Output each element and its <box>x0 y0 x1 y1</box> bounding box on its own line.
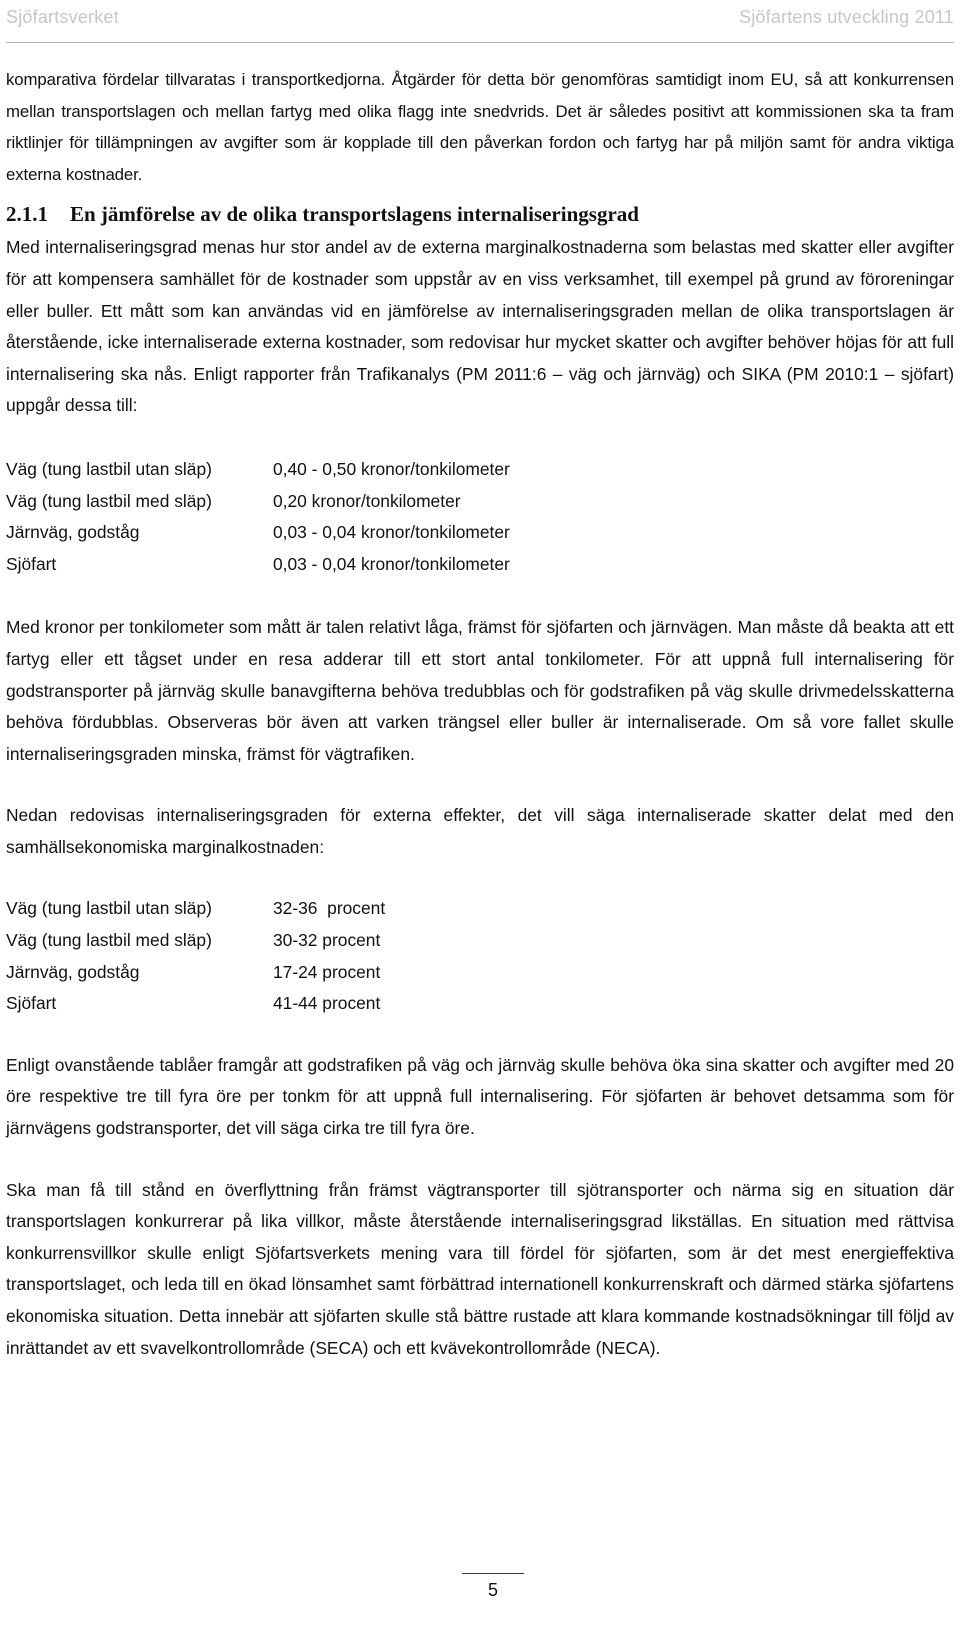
row-label: Väg (tung lastbil utan släp) <box>6 898 212 919</box>
page-header <box>6 2 954 32</box>
row-label: Järnväg, godståg <box>6 522 140 543</box>
header-report-title: Sjöfartens utveckling 2011 <box>739 6 954 27</box>
row-label: Sjöfart <box>6 553 57 574</box>
section-title: En jämförelse av de olika transportslagens internaliseringsgrad <box>70 202 639 227</box>
paragraph-conclusion: Enligt ovanstående tablåer framgår att godstrafiken på väg och järnväg skulle behöva öka sina skatter och avgifter med 20 öre respektive tre till fyra öre per tonkm för att uppnå full internalisering. För sjöfarten är behovet detsamma som för järnvägens godstransporter, det vill säga cirka tre till fyra öre. <box>6 1054 954 1139</box>
row-label: Väg (tung lastbil utan släp) <box>6 458 212 479</box>
paragraph-cost-analysis: Med kronor per tonkilometer som mått är talen relativt låga, främst för sjöfarten och järnvägen. Man måste då beakta att ett fartyg eller ett tågset under en resa adderar till ett stort antal tonkilometer. För att uppnå full internalisering för godstransporter på järnväg skulle banavgifterna behöva tredubblas och för godstrafiken på väg skulle drivmedelsskatterna behöva fördubblas. Observeras bör även att varken trängsel eller buller är internaliserade. Om så vore fallet skulle internaliseringsgraden minska, främst för vägtrafiken. <box>6 617 954 764</box>
cost-table <box>6 454 954 580</box>
table-row <box>6 486 954 518</box>
table-row <box>6 454 954 486</box>
table-row <box>6 957 954 989</box>
page-body <box>6 64 954 1364</box>
row-label: Väg (tung lastbil med släp) <box>6 490 212 511</box>
row-value: 32-36 procent <box>273 898 386 919</box>
section-number: 2.1.1 <box>6 202 48 227</box>
percent-table <box>6 893 954 1019</box>
footer-divider <box>462 1573 524 1574</box>
paragraph-internalization-intro: Nedan redovisas internaliseringsgraden för externa effekter, det vill säga internaliserade skatter delat med den samhällsekonomiska marginalkostnaden: <box>6 805 954 857</box>
table-row <box>6 893 954 925</box>
table-row <box>6 517 954 549</box>
row-value: 0,03 - 0,04 kronor/tonkilometer <box>273 553 510 574</box>
row-value: 30-32 procent <box>273 930 381 951</box>
row-label: Sjöfart <box>6 993 57 1014</box>
paragraph-internalization-definition: Med internaliseringsgrad menas hur stor andel av de externa marginalkostnaderna som belastas med skatter eller avgifter för att kompensera samhället för de kostnader som uppstår av en viss verksamhet, till exempel på grund av föroreningar eller buller. Ett mått som kan användas vid en jämförelse av internaliseringsgraden mellan de olika transportslagen är återstående, icke internaliserade externa kostnader, som redovisar hur mycket skatter och avgifter behöver höjas för att full internalisering ska nås. Enligt rapporter från Trafikanalys (PM 2011:6 – väg och järnväg) och SIKA (PM 2010:1 – sjöfart) uppgår dessa till: <box>6 237 954 416</box>
table-row <box>6 925 954 957</box>
row-value: 0,20 kronor/tonkilometer <box>273 490 461 511</box>
paragraph-competition: Ska man få till stånd en överflyttning från främst vägtransporter till sjötransporter och närma sig en situation där transportslagen konkurrerar på lika villkor, måste återstående internaliseringsgrad likställas. En situation med rättvisa konkurrensvillkor skulle enligt Sjöfartsverkets mening vara till fördel för sjöfarten, som är det mest energieffektiva transportslaget, och leda till en ökad lönsamhet samt förbättrad internationell konkurrenskraft och därmed stärka sjöfartens ekonomiska situation. Detta innebär att sjöfarten skulle stå bättre rustade att klara kommande kostnadsökningar till följd av inrättandet av ett svavelkontrollområde (SECA) och ett kvävekontrollområde (NECA). <box>6 1179 954 1358</box>
row-value: 17-24 procent <box>273 961 381 982</box>
section-heading <box>6 200 954 228</box>
row-value: 41-44 procent <box>273 993 381 1014</box>
intro-paragraph: komparativa fördelar tillvaratas i transportkedjorna. Åtgärder för detta bör genomföras samtidigt inom EU, så att konkurrensen mellan transportslagen och mellan fartyg med olika flagg inte snedvrids. Det är således positivt att kommissionen ska ta fram riktlinjer för tillämpningen av avgifter som är kopplade till den påverkan fordon och fartyg har på miljön samt för andra viktiga externa kostnader. <box>6 70 954 184</box>
table-row <box>6 988 954 1020</box>
header-divider <box>6 42 954 43</box>
row-value: 0,40 - 0,50 kronor/tonkilometer <box>273 458 510 479</box>
header-organization: Sjöfartsverket <box>6 6 119 27</box>
table-row <box>6 549 954 581</box>
page-number: 5 <box>487 1580 498 1600</box>
row-label: Väg (tung lastbil med släp) <box>6 930 212 951</box>
row-label: Järnväg, godståg <box>6 961 140 982</box>
row-value: 0,03 - 0,04 kronor/tonkilometer <box>273 522 510 543</box>
